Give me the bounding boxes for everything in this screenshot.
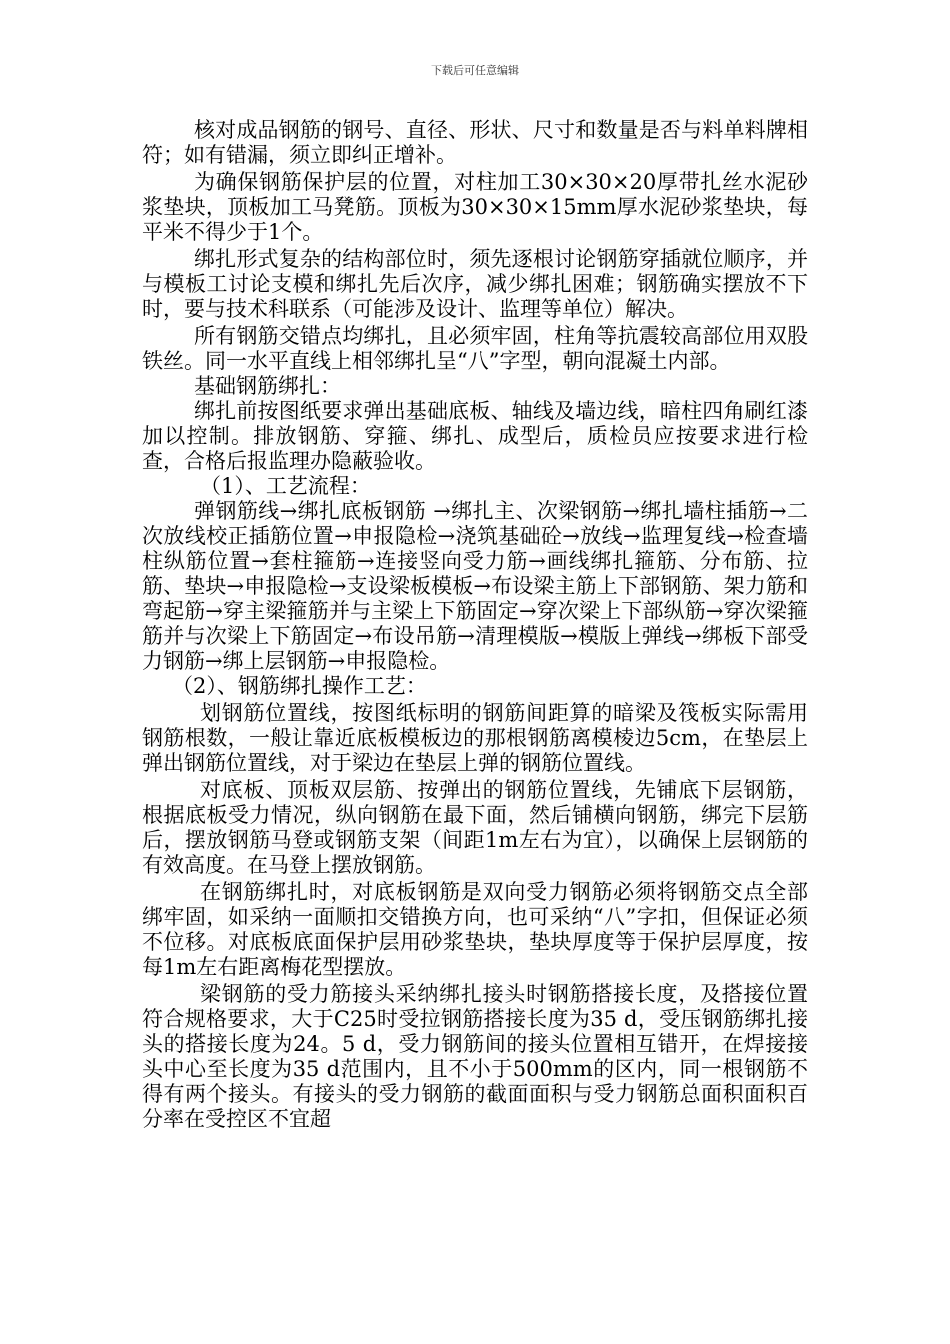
section-heading-process-flow: （1）、工艺流程：: [200, 474, 371, 498]
paragraph-position-lines: 划钢筋位置线，按图纸标明的钢筋间距算的暗梁及筏板实际需用钢筋根数，一般让靠近底板模板边的那根钢筋离模棱边5cm，在垫层上弹出钢筋位置线，对于梁边在垫层上弹的钢筋位置线。: [142, 701, 808, 775]
paragraph-complex-structure: 绑扎形式复杂的结构部位时，须先逐根讨论钢筋穿插就位顺序，并与模板工讨论支模和绑扎先后次序，减少绑扎困难；钢筋确实摆放不下时，要与技术科联系（可能涉及设计、监理等单位）解决。: [142, 247, 808, 321]
paragraph-process-flow: 弹钢筋线→绑扎底板钢筋 →绑扎主、次梁钢筋→绑扎墙柱插筋→二次放线校正插筋位置→申报隐检→浇筑基础砼→放线→监理复线→检查墙柱纵筋位置→套柱箍筋→连接竖向受力筋→画线绑扎箍筋、分布筋、拉筋、垫块→申报隐检→支设梁板模板→布设梁主筋上下部钢筋、架力筋和弯起筋→穿主梁箍筋并与主梁上下筋固定→穿次梁上下部纵筋→穿次梁箍筋并与次梁上下筋固定→布设吊筋→清理模版→模版上弹线→绑板下部受力钢筋→绑上层钢筋→申报隐检。: [142, 499, 808, 673]
paragraph-rebar-check: 核对成品钢筋的钢号、直径、形状、尺寸和数量是否与料单料牌相符；如有错漏，须立即纠正增补。: [142, 118, 808, 167]
section-heading-operation: （2）、钢筋绑扎操作工艺：: [172, 674, 427, 698]
paragraph-binding: 在钢筋绑扎时，对底板钢筋是双向受力钢筋必须将钢筋交点全部绑牢固，如采纳一面顺扣交错换方向，也可采纳“八”字扣，但保证必须不位移。对底板底面保护层用砂浆垫块，垫块厚度等于保护层厚度，按每1m左右距离梅花型摆放。: [142, 880, 808, 979]
section-heading-foundation: 基础钢筋绑扎：: [194, 374, 341, 398]
paragraph-foundation-lines: 绑扎前按图纸要求弹出基础底板、轴线及墙边线，暗柱四角刷红漆加以控制。排放钢筋、穿箍、绑扎、成型后，质检员应按要求进行检查，合格后报监理办隐蔽验收。: [142, 399, 808, 473]
document-body: [142, 118, 808, 1132]
page-header: 下载后可任意编辑: [431, 64, 519, 77]
paragraph-tie-points: 所有钢筋交错点均绑扎，且必须牢固，柱角等抗震较高部位用双股铁丝。同一水平直线上相邻绑扎呈“八”字型，朝向混凝土内部。: [142, 324, 808, 373]
paragraph-beam-joints: 梁钢筋的受力筋接头采纳绑扎接头时钢筋搭接长度，及搭接位置符合规格要求，大于C25时受拉钢筋搭接长度为35 d，受压钢筋绑扎接头的搭接长度为24。5 d，受力钢筋间的接头位置相互错开，在焊接接头中心至长度为35 d范围内，且不小于500mm的区内，同一根钢筋不得有两个接头。有接头的受力钢筋的截面面积与受力钢筋总面积面积百分率在受控区不宜超: [142, 982, 808, 1131]
paragraph-cover-blocks: 为确保钢筋保护层的位置，对柱加工30×30×20厚带扎丝水泥砂浆垫块，顶板加工马凳筋。顶板为30×30×15mm厚水泥砂浆垫块，每平米不得少于1个。: [142, 170, 808, 244]
paragraph-double-layer: 对底板、顶板双层筋、按弹出的钢筋位置线，先铺底下层钢筋，根据底板受力情况，纵向钢筋在最下面，然后铺横向钢筋，绑完下层筋后，摆放钢筋马登或钢筋支架（间距1m左右为宜），以确保上层钢筋的有效高度。在马登上摆放钢筋。: [142, 778, 808, 877]
